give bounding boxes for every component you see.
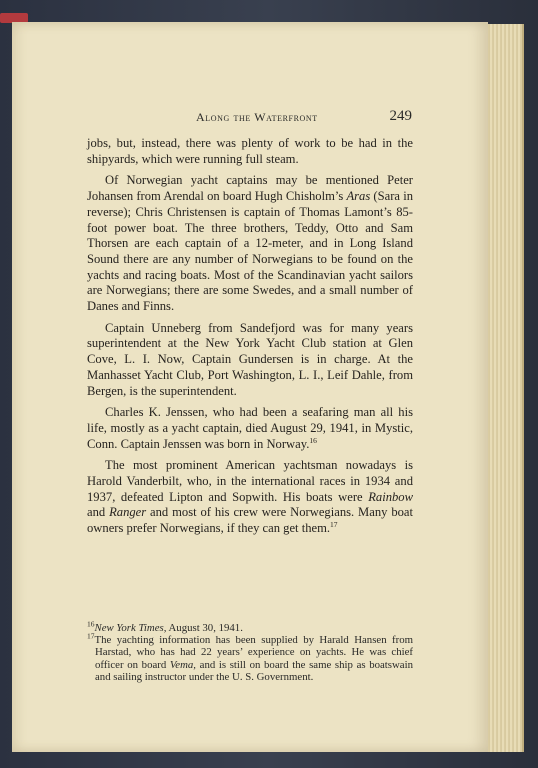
paragraph-text: and bbox=[87, 505, 110, 520]
footnote-ref: 17 bbox=[330, 519, 338, 529]
footnote-text: and is still on board the same ship as boatswain and sailing instructor under the U. S. Government. bbox=[95, 658, 413, 683]
paragraph-text: The most prominent American yachtsman nowadays is Harold Vanderbilt, who, in the international races in 1934 and 1937, defeated Lipton and Sopwith. His boats were bbox=[87, 458, 413, 504]
paragraph-text: Of Norwegian yacht captains may be mentioned Peter Johansen from Arendal on board Hugh Chisholm’s bbox=[87, 173, 413, 204]
paragraph-text: Captain Unneberg from Sandefjord was for many years superintendent at the New York Yacht Club station at Glen Cove, L. I. Now, Captain Gundersen is in charge. At the Manhasset Yacht Club, Port Washington, L. I., Leif Dahle, from Bergen, is the superintendent. bbox=[87, 320, 413, 398]
paragraph bbox=[87, 173, 413, 314]
yacht-name: Ranger bbox=[109, 505, 147, 520]
paragraph-text: Charles K. Jenssen, who had been a seafaring man all his life, mostly as a yacht captain, died August 29, 1941, in Mystic, Conn. Captain Jenssen was born in Norway. bbox=[87, 405, 413, 451]
paragraph-text: (Sara in reverse); Chris Christensen is captain of Thomas Lamont’s 85-foot power boat. The three brothers, Teddy, Otto and Sam Thorsen are each captain of a 12-meter, and in Long Island Sound there are any number of Norwegians to be found on the yachts and racing boats. Most of the Scandinavian yacht sailors are Norwegians; there are some Swedes, and a small number of Danes and Finns. bbox=[87, 189, 413, 314]
footnotes bbox=[87, 619, 413, 683]
paragraph-text: jobs, but, instead, there was plenty of work to be had in the shipyards, which were running full steam. bbox=[87, 136, 413, 166]
footnote-text: The yachting information has been supplied by Harald Hansen from Harstad, who has had 22 years’ experience on yachts. He was chief officer on board bbox=[94, 634, 413, 671]
footnote-mark: 16 bbox=[87, 619, 95, 629]
paragraph bbox=[87, 321, 413, 400]
footnote-italic: New York Times, bbox=[94, 622, 167, 634]
paragraph bbox=[87, 136, 413, 167]
footnote-text: August 30, 1941. bbox=[166, 622, 243, 634]
footnote-ref: 16 bbox=[309, 435, 317, 445]
running-head: Along the Waterfront bbox=[196, 110, 318, 124]
paragraph bbox=[87, 405, 413, 452]
page-header bbox=[196, 108, 412, 128]
footnote-italic: Vema, bbox=[169, 658, 196, 671]
paragraph-text: and most of his crew were Norwegians. Many boat owners prefer Norwegians, if they can get them. bbox=[87, 505, 413, 536]
footnote-mark: 17 bbox=[87, 631, 95, 641]
footnote bbox=[87, 619, 413, 634]
yacht-name: Aras bbox=[346, 189, 371, 204]
paragraph bbox=[87, 458, 413, 537]
body-text bbox=[87, 136, 413, 543]
footnote bbox=[87, 631, 413, 683]
yacht-name: Rainbow bbox=[368, 489, 413, 504]
page-number: 249 bbox=[389, 108, 412, 124]
